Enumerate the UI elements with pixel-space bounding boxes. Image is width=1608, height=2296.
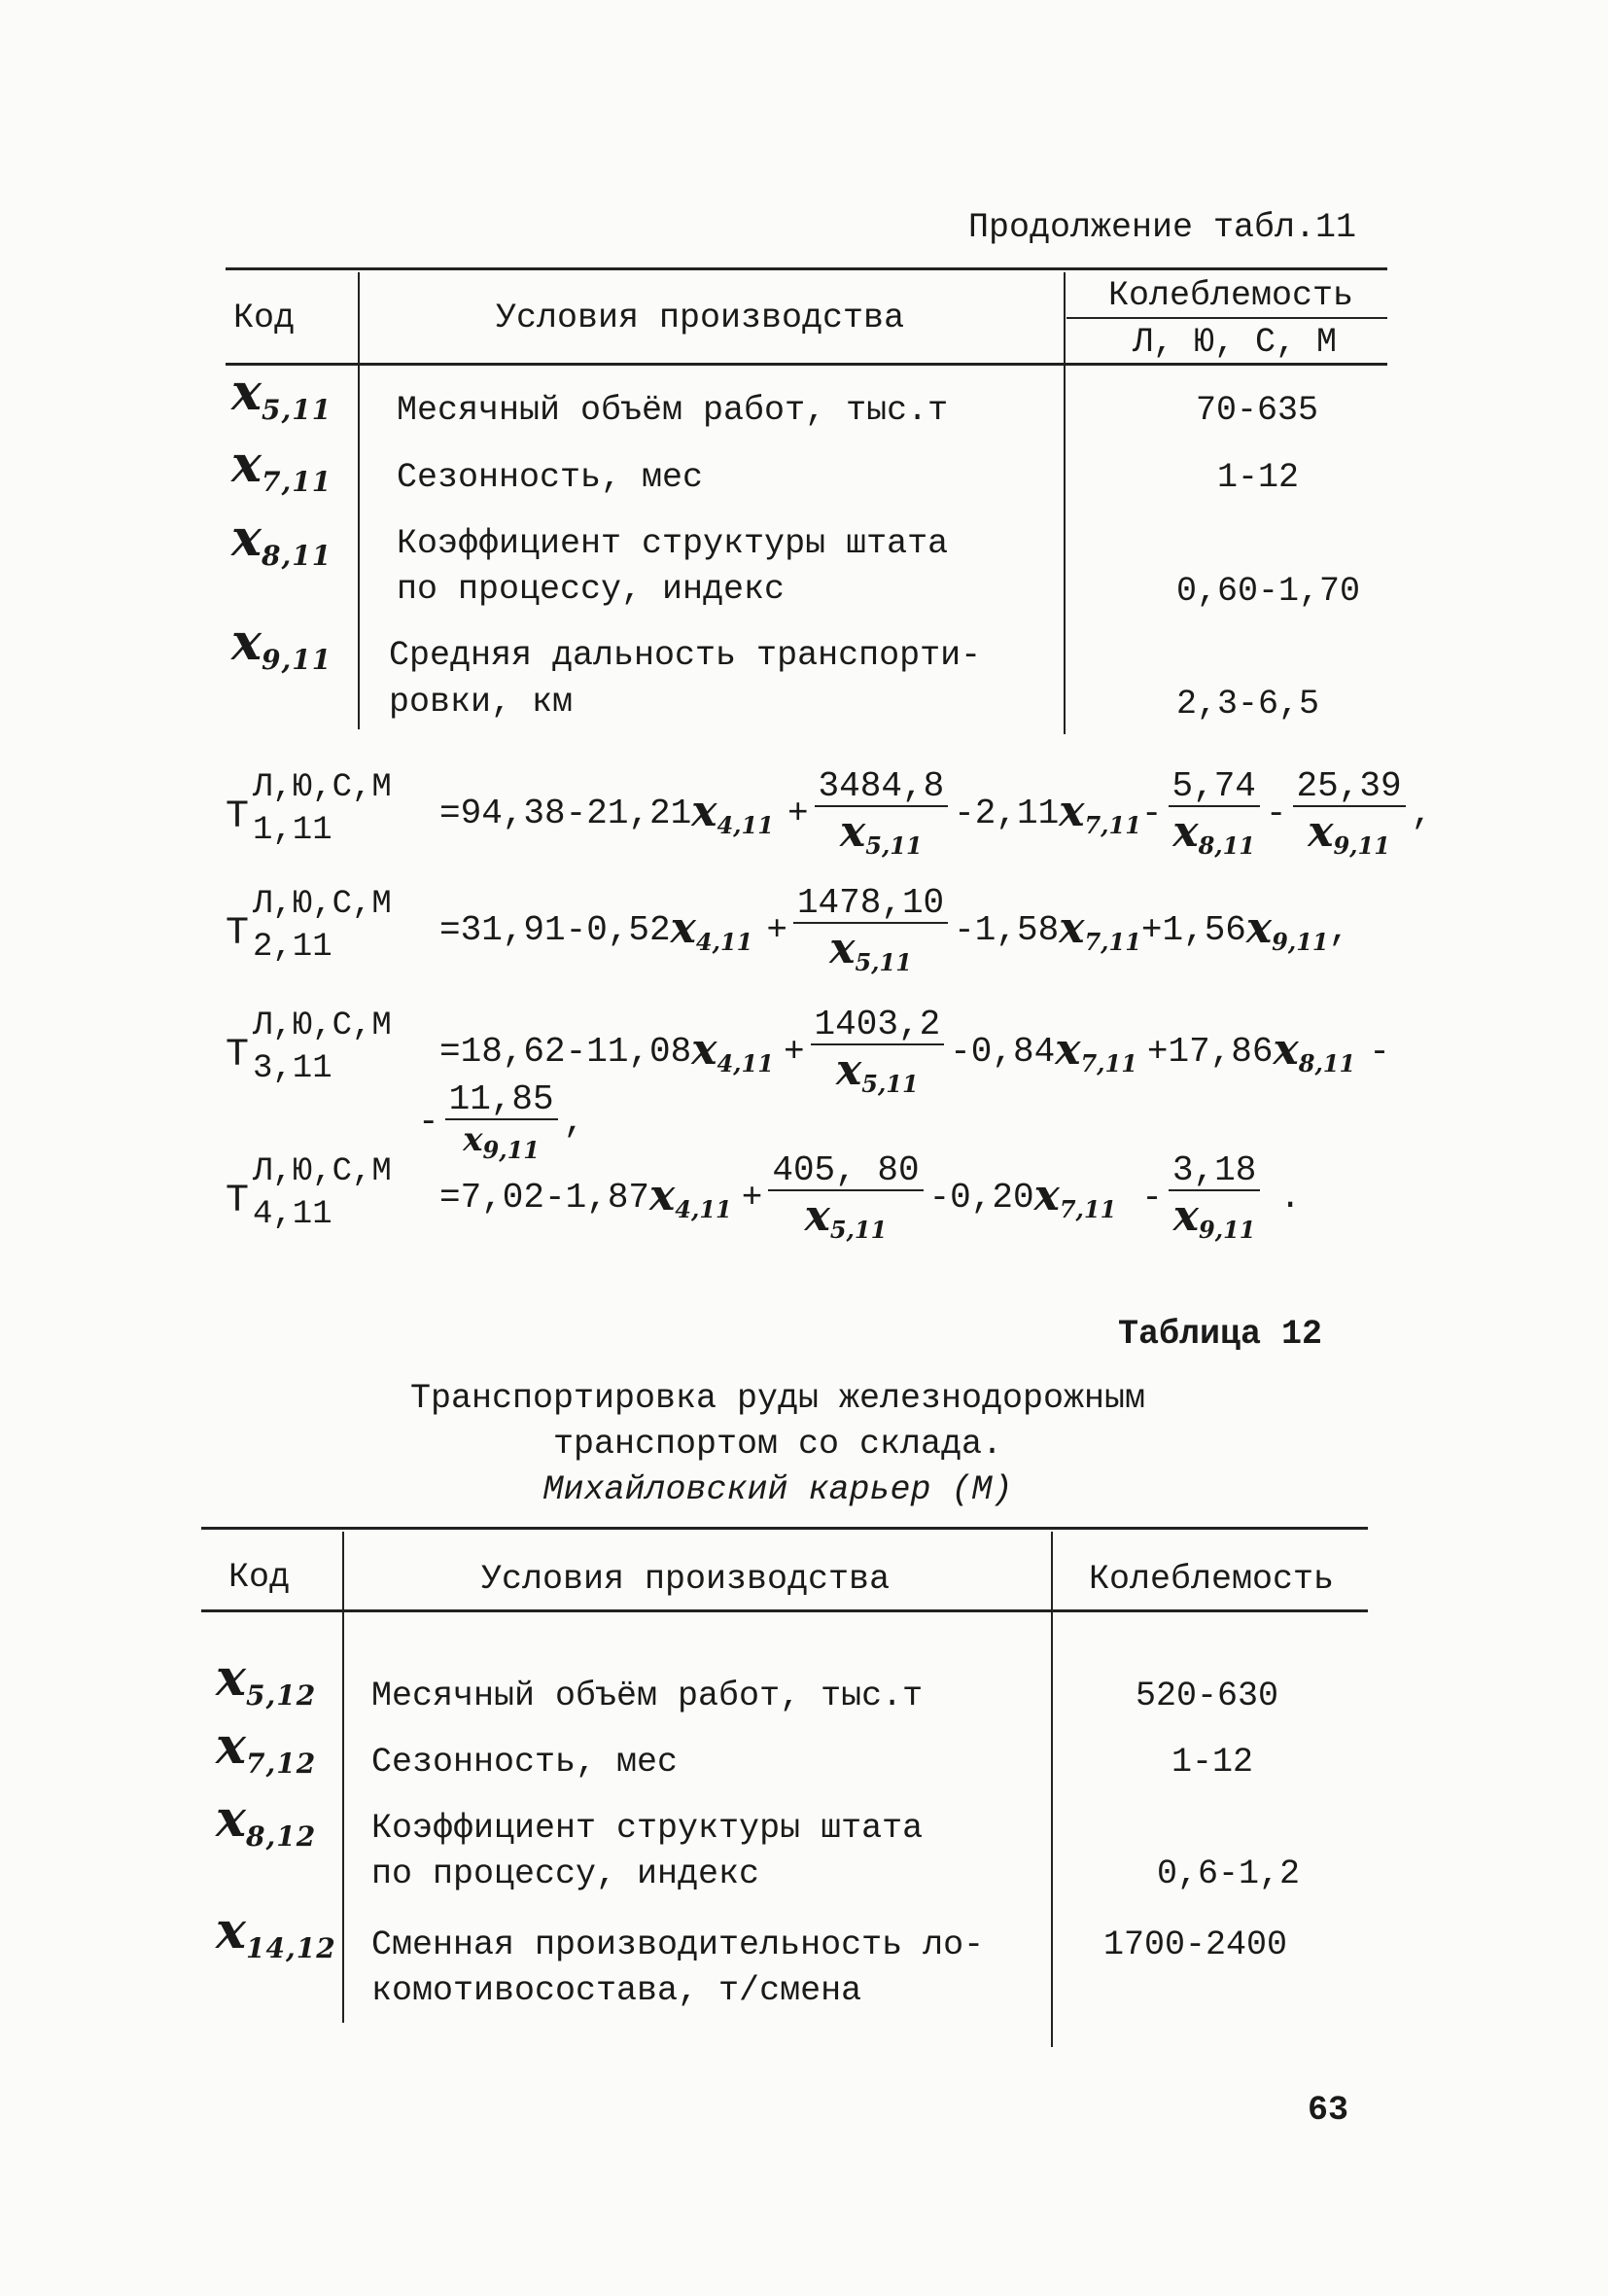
table12-header-conditions: Условия производства — [481, 1560, 891, 1599]
table12-top-rule — [201, 1527, 1368, 1530]
table11-row2-condition: Сезонность, мес — [397, 458, 704, 497]
table11-row3-condition-line1: Коэффициент структуры штата — [397, 524, 949, 563]
equation-1-symbol: T Л,Ю,С,М 1,11 — [226, 768, 392, 849]
table11-row2-code: $x_{7,11}$ — [231, 435, 332, 498]
table11-row1-code: $x_{5,11}$ — [231, 363, 332, 426]
table11-row1-condition: Месячный объём работ, тыс.т — [397, 391, 949, 430]
table12-row1-range: 520-630 — [1136, 1677, 1279, 1715]
table12-header-variability: Колеблемость — [1089, 1560, 1335, 1599]
table12-row1-condition: Месячный объём работ, тыс.т — [371, 1677, 924, 1715]
table12-label: Таблица 12 — [1118, 1315, 1323, 1354]
table11-row3-condition-line2: по процессу, индекс — [397, 570, 786, 609]
table11-top-rule — [226, 267, 1387, 270]
equation-4-symbol: T Л,Ю,С,М 4,11 — [226, 1152, 392, 1233]
table11-continuation-label: Продолжение табл.11 — [968, 208, 1357, 247]
table11-row3-range: 0,60-1,70 — [1176, 572, 1361, 611]
table12-row4-condition-line1: Сменная производительность ло- — [371, 1925, 985, 1964]
table12-col-divider-1 — [342, 1532, 344, 2023]
table12-title-line2: транспортом со склада. — [552, 1425, 1003, 1464]
table12-row2-code: $x_{7,12}$ — [216, 1716, 317, 1780]
table11-row4-range: 2,3-6,5 — [1176, 685, 1320, 724]
table11-row4-condition-line1: Средняя дальность транспорти- — [389, 636, 982, 675]
equation-2: T Л,Ю,С,М 2,11 =31,91-0,52 $x_{4,11}$ + $\frac{1478,10}{x_{5,11}}$ -1,58 $x_{7,11}$ +1,56 $x_{9,11}$ , — [226, 883, 1350, 976]
page-number: 63 — [1308, 2091, 1349, 2130]
table12-header-code: Код — [228, 1558, 291, 1597]
table11-row3-code: $x_{8,11}$ — [231, 509, 332, 572]
table12-row3-code: $x_{8,12}$ — [216, 1789, 317, 1853]
table11-header-code: Код — [233, 299, 296, 337]
table11-row2-range: 1-12 — [1217, 458, 1300, 497]
table11-header-variability-sub: Л, Ю, С, М — [1133, 323, 1338, 362]
table12-title-line3: Михайловский карьер (М) — [542, 1470, 1013, 1509]
table12-row4-code: $x_{14,12}$ — [216, 1901, 336, 1964]
table11-col-divider-2 — [1064, 272, 1066, 734]
equation-3: T Л,Ю,С,М 3,11 =18,62-11,08 $x_{4,11}$ + $\frac{1403,2}{x_{5,11}}$ -0,84 $x_{7,11}$ +17,86 $x_{8,11}$ - — [226, 1005, 1390, 1098]
equation-3-symbol: T Л,Ю,С,М 3,11 — [226, 1007, 392, 1087]
table12-row3-range: 0,6-1,2 — [1157, 1854, 1301, 1893]
table12-row2-range: 1-12 — [1171, 1743, 1254, 1782]
table11-col-divider-1 — [358, 272, 360, 729]
table12-row3-condition-line2: по процессу, индекс — [371, 1854, 760, 1893]
equation-1: T Л,Ю,С,М 1,11 =94,38-21,21 $x_{4,11}$ + $\frac{3484,8}{x_{5,11}}$ -2,11 $x_{7,11}$ - $\frac{5,74}{x_{8,11}}$ - $\frac{25,39}{x_{9,11}}$ , — [226, 766, 1433, 860]
table12-title-line1: Транспортировка руды железнодорожным — [409, 1379, 1146, 1418]
table12-col-divider-2 — [1051, 1532, 1053, 2047]
table11-header-conditions: Условия производства — [496, 299, 905, 337]
table12-header-rule — [201, 1609, 1368, 1612]
equation-4: T Л,Ю,С,М 4,11 =7,02-1,87 $x_{4,11}$ + $\frac{405, 80}{x_{5,11}}$ -0,20 $x_{7,11}$ - $\frac{3,18}{x_{9,11}}$ . — [226, 1150, 1301, 1244]
table11-row4-code: $x_{9,11}$ — [231, 613, 332, 676]
table11-row1-range: 70-635 — [1196, 391, 1319, 430]
equation-2-symbol: T Л,Ю,С,М 2,11 — [226, 885, 392, 966]
table12-row3-condition-line1: Коэффициент структуры штата — [371, 1809, 924, 1848]
table11-header-variability: Колеблемость — [1108, 276, 1354, 315]
table12-row2-condition: Сезонность, мес — [371, 1743, 679, 1782]
table11-row4-condition-line2: ровки, км — [389, 683, 574, 722]
table12-row1-code: $x_{5,12}$ — [216, 1648, 317, 1712]
table12-row4-range: 1700-2400 — [1103, 1925, 1288, 1964]
equation-3-continuation: - $\frac{11,85}{x_{9,11}}$ , — [418, 1079, 585, 1164]
table12-row4-condition-line2: комотивосостава, т/смена — [371, 1971, 862, 2010]
